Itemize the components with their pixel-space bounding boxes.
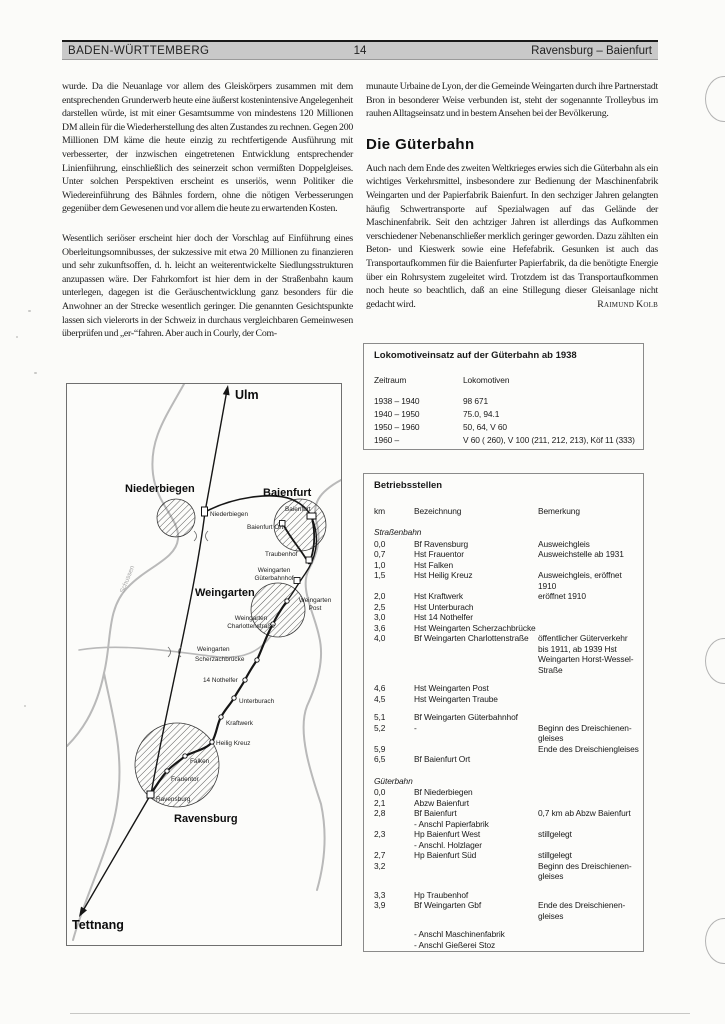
cell-bemerkung (538, 623, 639, 634)
map-label-scherzachbruecke-2: Scherzachbrücke (195, 656, 245, 663)
map-label-scherzachbruecke-1: Weingarten (197, 646, 230, 653)
table-row (374, 787, 639, 798)
cell-bemerkung: stillgelegt (538, 850, 572, 860)
map-label-ulm: Ulm (235, 388, 259, 402)
paragraph-gueterbahn (366, 162, 658, 312)
arrow-ulm (223, 385, 230, 395)
table-row (374, 683, 639, 694)
cell-bezeichnung: - Anschl Maschinenfabrik (414, 929, 505, 939)
cell-km: 2,8 (374, 808, 386, 818)
table-row (374, 798, 639, 809)
cell-km: 2,7 (374, 850, 386, 860)
cell-bezeichnung: Hp Baienfurt West (414, 829, 481, 839)
region-label: BADEN-WÜRTTEMBERG (68, 44, 210, 57)
cell-km: 5,2 (374, 722, 386, 733)
map-label-traubenhof: Traubenhof (265, 551, 298, 558)
stop-unterburach (232, 696, 236, 700)
cell-bezeichnung: Hst Unterburach (414, 601, 474, 612)
cell-bezeichnung: Hst 14 Nothelfer (414, 612, 473, 622)
cell-bemerkung (538, 940, 639, 951)
stop-14-nothelfer (243, 678, 247, 682)
map-label-weingarten-town: Weingarten (195, 587, 255, 599)
table-header-row (374, 506, 639, 517)
cell-bezeichnung (414, 744, 538, 755)
table-row (374, 408, 637, 421)
map-label-14-nothelfer: 14 Nothelfer (203, 677, 238, 684)
table-header-row (374, 374, 637, 387)
table-row (374, 900, 639, 921)
town-area-niederbiegen (157, 499, 195, 537)
column-header-zeitraum: Zeitraum (374, 374, 407, 385)
cell-bezeichnung: - Anschl Papierfabrik (414, 818, 489, 829)
table-title: Lokomotiveinsatz auf der Güterbahn ab 1938 (374, 350, 577, 361)
cell-km: 5,1 (374, 712, 386, 722)
cell-bemerkung (538, 787, 639, 798)
map-label-frauentor: Frauentor (171, 776, 199, 783)
cell-km: 2,0 (374, 591, 386, 601)
page-curl-mark (705, 76, 725, 122)
cell-km: 3,6 (374, 622, 386, 633)
cell-bezeichnung: - (414, 722, 417, 733)
cell-bezeichnung: Hst Frauentor (414, 549, 464, 559)
table-row (374, 560, 639, 571)
cell-km: 1,5 (374, 570, 386, 580)
stop-scherzachbruecke (255, 658, 259, 662)
map-label-weingarten-gbf-1: Weingarten (257, 567, 291, 574)
cell-bemerkung: Ende des Dreischiengleises (538, 743, 639, 754)
stop-weingarten-post (285, 599, 289, 603)
cell-bemerkung (538, 840, 639, 851)
table-row (374, 421, 637, 434)
cell-bezeichnung: Bf Baienfurt (414, 808, 457, 818)
left-column (62, 80, 353, 341)
paragraph-trolleybus: Wesentlich seriöser erscheint hier doch der Vorschlag auf Einführung eines Oberleitungsomnibusses, der sukzessive mit etwa 20 Millionen zu finanzieren und sehr zukunftsoffen, d. h. leicht an weiterentwickelte Siedlungsstrukturen anzupassen wäre. Der Fahrkomfort ist hier dem in der Straßenbahn kaum unterlegen, dagegen ist die Geräuschentwicklung ganz besonders für die Anwohner an der Strecke wesentlich geringer. Die genannten Gesichtspunkte lassen sich vielerorts in der Schweiz in durchaus vergleichbaren Gemeinwesen überprüfen und „er-“fahren. Aber auch in Courly, der Com- (62, 232, 353, 340)
cell-zeitraum: 1960 – (374, 434, 400, 445)
cell-zeitraum: 1940 – 1950 (374, 408, 420, 419)
map-label-charlottenstrasse-2: Charlottenstraße (227, 623, 275, 630)
table-row (374, 612, 639, 623)
map-label-tettnang: Tettnang (72, 918, 124, 932)
stop-kraftwerk (219, 715, 223, 719)
cell-bezeichnung: Abzw Baienfurt (414, 797, 469, 808)
table-row (374, 591, 639, 602)
cell-bemerkung: Ausweichstelle ab 1931 (538, 549, 624, 559)
cell-bezeichnung: Hst Kraftwerk (414, 591, 463, 601)
cell-bezeichnung: Hp Traubenhof (414, 889, 469, 900)
table-row (374, 840, 639, 851)
cell-bemerkung (538, 694, 639, 705)
page-header-band (62, 40, 658, 60)
map-label-baienfurt-town: Baienfurt (263, 487, 312, 499)
cell-km: 3,2 (374, 860, 386, 871)
cell-bezeichnung: Bf Ravensburg (414, 538, 469, 549)
cell-lokomotiven: V 60 ( 260), V 100 (211, 212, 213), Köf 11 (333) (463, 434, 635, 445)
page-number: 14 (353, 44, 367, 57)
cell-bemerkung (538, 890, 639, 901)
map-label-unterburach: Unterburach (239, 698, 275, 705)
stop-falken (183, 754, 187, 758)
paragraph-costs: wurde. Da die Neuanlage vor allem des Gleiskörpers zusammen mit dem entsprechenden Grunderwerb heute eine äußerst kostenintensive Angelegenheit darstellen würde, ist mit einer Gesamtsumme von mindestens 120 Millionen DM allein für die Wiederherstellung des alten Zustandes zu rechnen. Gegen 200 Millionen DM käme die heute einzig zu rechtfertigende Ausführung mit verbesserter, der inzwischen eingetretenen Entwicklung entsprechender Linienführung, einschließlich des seinerzeit schon vermißten Doppelgleises. Unter solchen Perspektiven erscheint es unseriös, wenn Politiker die Wiedereinführung des Bähnles fordern, ohne die nötigen Verbesserungen gegenüber dem Gewesenen und vor allem die heute zu erwartenden Kosten. (62, 81, 353, 215)
cell-bemerkung: öffentlicher Güterverkehr bis 1911, ab 1939 Hst Weingarten Horst-Wessel-Straße (538, 633, 634, 675)
cell-bezeichnung: - Anschl Gießerei Stoz (414, 939, 496, 950)
column-header-bezeichnung: Bezeichnung (414, 505, 462, 516)
cell-bemerkung: 0,7 km ab Abzw Baienfurt (538, 808, 631, 818)
table-body (374, 395, 637, 447)
cell-km: 4,6 (374, 683, 386, 693)
cell-km: 6,5 (374, 754, 386, 764)
section-strassenbahn (374, 527, 639, 765)
table-row (374, 861, 639, 882)
map-label-ravensburg-town: Ravensburg (174, 813, 238, 825)
station-traubenhof (306, 557, 312, 563)
table-row (374, 723, 639, 744)
cell-bezeichnung: Bf Weingarten Güterbahnhof (414, 712, 518, 722)
cell-km: 0,0 (374, 787, 386, 797)
map-label-weingarten-post-2: Post (308, 605, 322, 612)
table-row (374, 549, 639, 560)
cell-lokomotiven: 98 671 (463, 395, 489, 406)
cell-bemerkung (538, 683, 639, 694)
cell-bezeichnung: Hp Baienfurt Süd (414, 850, 477, 860)
stop-frauentor (165, 769, 169, 773)
table-row (374, 829, 639, 840)
cell-bemerkung (538, 929, 639, 940)
paragraph-gueterbahn-text: Auch nach dem Ende des zweiten Weltkrieges erwies sich die Güterbahn als ein wichtiges Verkehrsmittel, insbesondere zur Bedienung der Maschinenfabrik Weingarten und der Papierfabrik Baienfurt. In den sechziger Jahren gelangten häufig Schwertransporte auf Spezialwagen auf das Gelände der Maschinenfabrik. Seit den achtziger Jahren ist allerdings das Aufkommen verschiedener Nebenanschließer merklich geringer geworden. Dazu zählten ein Beton- und Kieswerk sowie eine Hefefabrik. Gesunken ist auch das Transportaufkommen für die Baienfurter Papierfabrik, da die benötigte Energie über ein Rohrsystem zugeleitet wird. Trotzdem ist das Transportaufkommen noch heute so beachtlich, daß an eine Stillegung dieser Gleisanlage nicht gedacht wird. (366, 162, 658, 310)
cell-km (374, 929, 414, 940)
table-row (374, 694, 639, 705)
cell-bemerkung (538, 819, 639, 830)
cell-bemerkung: Ausweichgleis, eröffnet 1910 (538, 570, 622, 591)
cell-bezeichnung: - Anschl. Holzlager (414, 839, 482, 850)
cell-bezeichnung: Bf Niederbiegen (414, 787, 473, 797)
section-rows (374, 539, 639, 765)
station-weingarten-gbf (294, 578, 300, 584)
scan-speck (24, 705, 26, 707)
cell-km: 3,3 (374, 889, 386, 900)
stop-heilig-kreuz (210, 740, 214, 744)
section-label: Straßenbahn (374, 527, 422, 537)
right-column (366, 80, 658, 311)
cell-km: 0,0 (374, 538, 386, 549)
table-row (374, 570, 639, 591)
map-label-schussen-river: Schussen (118, 564, 137, 595)
map-label-weingarten-post-1: Weingarten (298, 597, 332, 604)
cell-km: 3,9 (374, 900, 386, 910)
table-row (374, 633, 639, 675)
scan-speck (28, 310, 31, 312)
arrow-tettnang (79, 907, 87, 917)
column-header-lokomotiven: Lokomotiven (463, 374, 510, 385)
article-title: Ravensburg – Baienfurt (531, 44, 652, 57)
section-rows (374, 787, 639, 950)
table-row (374, 623, 639, 634)
table-row (374, 890, 639, 901)
table-row (374, 754, 639, 765)
cell-bemerkung (538, 560, 639, 571)
cell-bezeichnung: Bf Weingarten Gbf (414, 900, 482, 910)
cell-km (374, 940, 414, 951)
table-row (374, 712, 639, 723)
cell-bemerkung: Ausweichgleis (538, 538, 590, 549)
cell-zeitraum: 1950 – 1960 (374, 421, 420, 432)
table-row (374, 395, 637, 408)
table-row (374, 602, 639, 613)
station-ravensburg (147, 791, 154, 798)
author-byline: Raimund Kolb (597, 298, 658, 310)
scan-speck (34, 372, 37, 374)
lokomotiveinsatz-table (363, 343, 644, 450)
map-label-ravensburg-station: Ravensburg (156, 796, 191, 803)
cell-bezeichnung: Hst Weingarten Post (414, 683, 489, 693)
map-label-baienfurt-ort: Baienfurt Ort (247, 524, 284, 531)
table-title: Betriebsstellen (374, 480, 443, 491)
cell-zeitraum: 1938 – 1940 (374, 395, 420, 406)
table-row (374, 808, 639, 819)
table-row (374, 940, 639, 951)
cell-bezeichnung: Hst Weingarten Scherzachbrücke (414, 622, 536, 633)
map-label-niederbiegen-station: Niederbiegen (210, 511, 249, 518)
cell-km: 2,1 (374, 797, 386, 808)
cell-bezeichnung (414, 861, 538, 882)
section-gueterbahn (374, 776, 639, 951)
scan-edge-shadow (70, 1013, 690, 1014)
cell-km (374, 840, 414, 851)
map-label-baienfurt-station: Baienfurt (285, 506, 311, 513)
cell-km: 4,0 (374, 633, 386, 643)
cell-km: 3,0 (374, 612, 386, 622)
column-header-km: km (374, 505, 385, 516)
map-label-weingarten-gbf-2: Güterbahnhof (254, 575, 294, 582)
cell-bezeichnung: Hst Weingarten Traube (414, 693, 498, 704)
route-map (66, 383, 342, 946)
station-niederbiegen (202, 507, 208, 516)
section-heading-gueterbahn: Die Güterbahn (366, 135, 475, 153)
cell-bezeichnung: Hst Falken (414, 559, 454, 570)
map-label-kraftwerk: Kraftwerk (226, 720, 253, 727)
cell-bemerkung (538, 602, 639, 613)
cell-km: 1,0 (374, 559, 386, 570)
route-map-svg (67, 384, 341, 945)
map-label-heilig-kreuz: Heilig Kreuz (216, 740, 251, 747)
paragraph-lyon: munaute Urbaine de Lyon, der die Gemeinde Weingarten durch ihre Partnerstadt Bron in besonderer Weise verbunden ist, steht der sogenannte Trolleybus im rauhen Alltagseinsatz und in bestem Ansehen bei der Bevölkerung. (366, 81, 658, 120)
cell-bemerkung (538, 612, 639, 623)
cell-bemerkung: stillgelegt (538, 829, 572, 839)
map-label-falken: Falken (190, 758, 210, 765)
cell-lokomotiven: 75.0, 94.1 (463, 408, 500, 419)
table-row (374, 744, 639, 755)
cell-bemerkung: Beginn des Dreischienengleises (538, 722, 632, 743)
map-label-niederbiegen-town: Niederbiegen (125, 483, 195, 495)
page-curl-mark (705, 638, 725, 684)
cell-km: 0,7 (374, 549, 386, 559)
cell-bezeichnung: Bf Weingarten Charlottenstraße (414, 633, 529, 643)
cell-bezeichnung: Hst Heilig Kreuz (414, 570, 473, 580)
table-row (374, 819, 639, 830)
scan-speck (16, 336, 18, 338)
cell-bemerkung: Ende des Dreischienengleises (538, 900, 626, 921)
cell-bemerkung (538, 712, 639, 723)
cell-bemerkung: Beginn des Dreischienengleises (538, 860, 632, 881)
cell-bezeichnung: Bf Baienfurt Ort (414, 754, 471, 764)
cell-km: 4,5 (374, 693, 386, 704)
cell-bemerkung (538, 754, 639, 765)
cell-lokomotiven: 50, 64, V 60 (463, 421, 507, 432)
cell-km: 2,5 (374, 601, 386, 612)
cell-km: 5,9 (374, 743, 386, 754)
column-header-bemerkung: Bemerkung (538, 505, 580, 516)
table-row (374, 929, 639, 940)
cell-bemerkung (538, 798, 639, 809)
cell-km: 2,3 (374, 829, 386, 839)
table-row (374, 850, 639, 861)
section-label: Güterbahn (374, 775, 413, 786)
betriebsstellen-table (363, 473, 644, 952)
map-label-charlottenstrasse-1: Weingarten (234, 615, 268, 622)
station-baienfurt (307, 513, 316, 519)
cell-bemerkung: eröffnet 1910 (538, 591, 586, 601)
table-row (374, 539, 639, 550)
page-curl-mark (705, 918, 725, 964)
cell-km (374, 819, 414, 830)
table-row (374, 434, 637, 447)
